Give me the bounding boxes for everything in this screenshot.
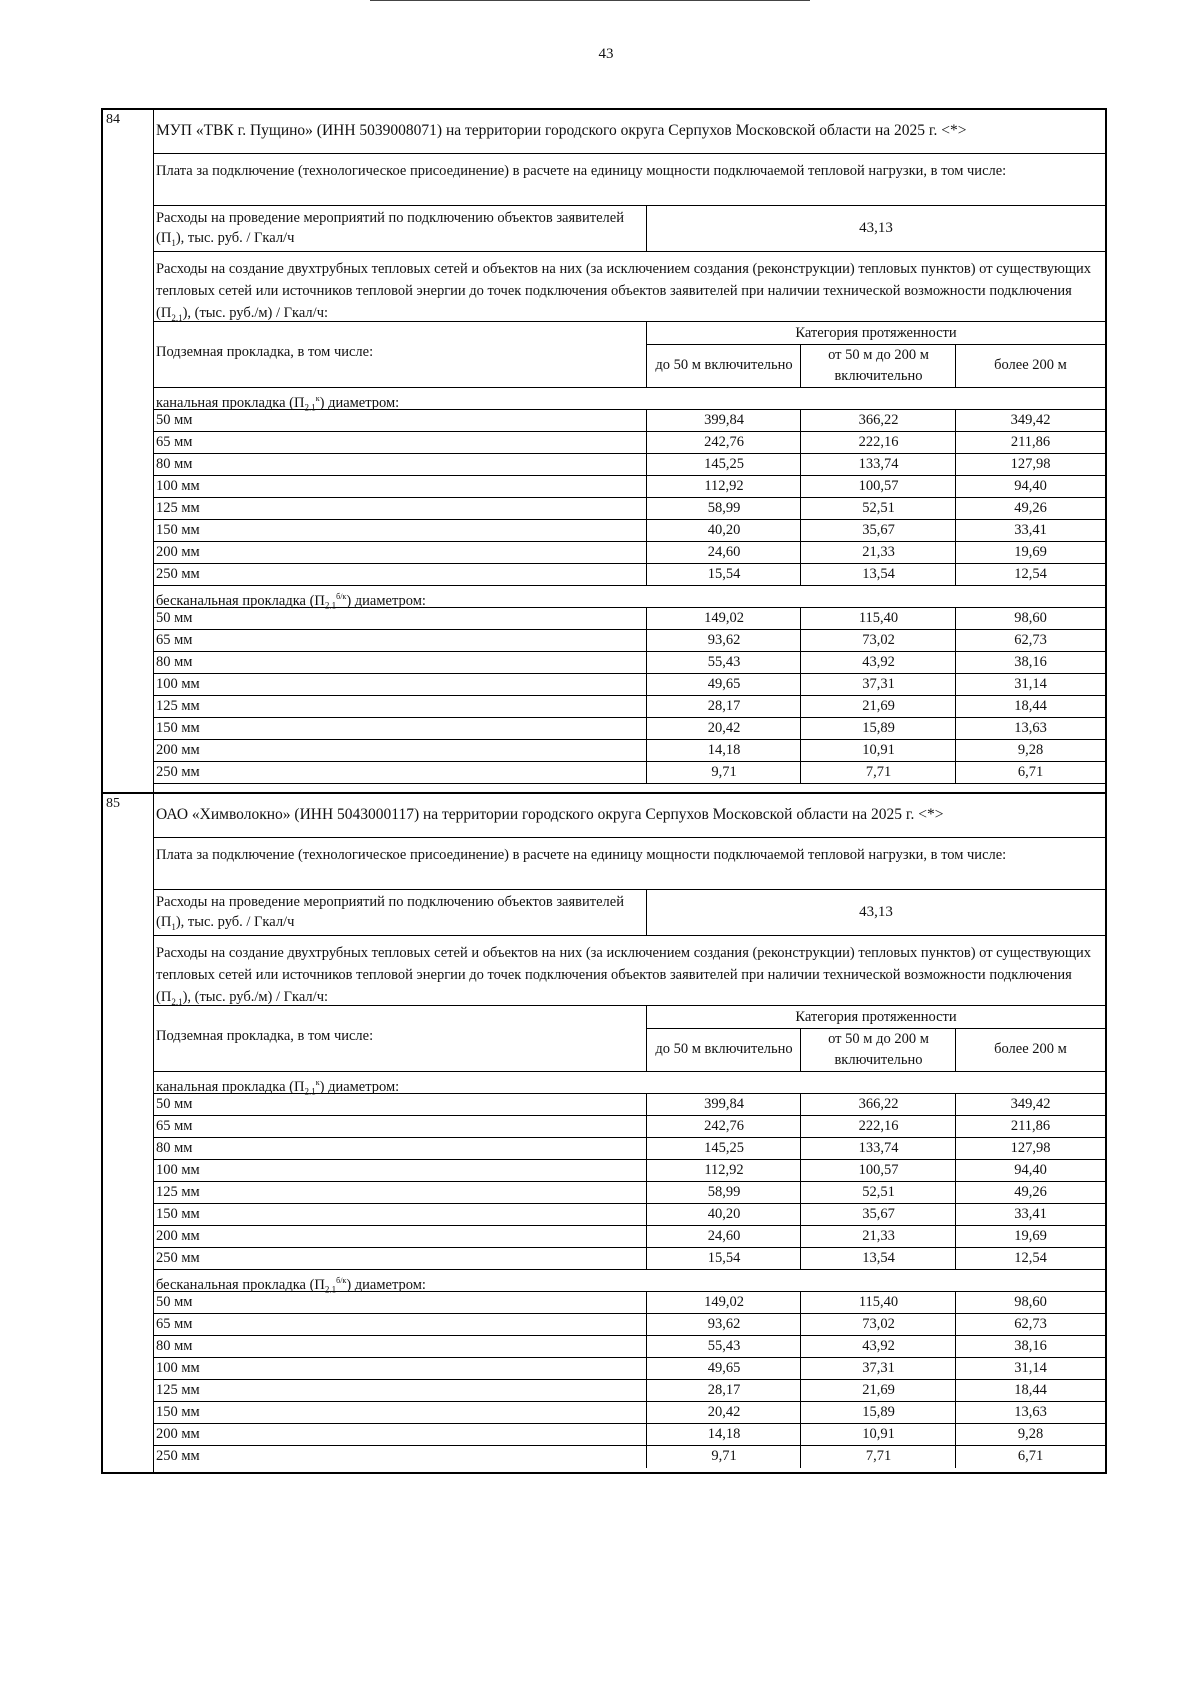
table-row	[154, 1402, 1105, 1424]
diameter-cell: 80 мм	[156, 1338, 193, 1354]
diameter-cell: 100 мм	[156, 676, 200, 692]
value-up-to-50: 49,65	[646, 1358, 801, 1379]
table-row	[154, 432, 1105, 454]
table-row	[154, 1094, 1105, 1116]
diameter-cell: 50 мм	[156, 412, 193, 428]
value-up-to-50: 399,84	[646, 410, 801, 431]
organization-title: МУП «ТВК г. Пущино» (ИНН 5039008071) на территории городского округа Серпухов Московской области на 2025 г. <*>	[154, 110, 1105, 154]
length-category-group: Категория протяженности	[646, 322, 1105, 345]
value-up-to-50: 112,92	[646, 476, 801, 497]
value-up-to-50: 58,99	[646, 498, 801, 519]
diameter-cell: 65 мм	[156, 434, 193, 450]
value-up-to-50: 20,42	[646, 1402, 801, 1423]
value-over-200: 98,60	[955, 1292, 1105, 1313]
fee-heading: Плата за подключение (технологическое присоединение) в расчете на единицу мощности подключаемой тепловой нагрузки, в том числе:	[154, 838, 1105, 890]
value-50-to-200: 73,02	[800, 1314, 956, 1335]
p1-cost-row	[154, 890, 1105, 936]
value-up-to-50: 14,18	[646, 1424, 801, 1445]
nochannel-rows	[154, 608, 1105, 784]
value-50-to-200: 52,51	[800, 1182, 956, 1203]
value-over-200: 49,26	[955, 498, 1105, 519]
value-50-to-200: 73,02	[800, 630, 956, 651]
table-row	[154, 630, 1105, 652]
length-category-header	[154, 1006, 1105, 1072]
organization-title: ОАО «Химволокно» (ИНН 5043000117) на территории городского округа Серпухов Московской области на 2025 г. <*>	[154, 794, 1105, 838]
diameter-cell: 250 мм	[156, 764, 200, 780]
value-50-to-200: 222,16	[800, 1116, 956, 1137]
value-50-to-200: 222,16	[800, 432, 956, 453]
value-up-to-50: 55,43	[646, 1336, 801, 1357]
value-over-200: 38,16	[955, 652, 1105, 673]
value-50-to-200: 10,91	[800, 1424, 956, 1445]
value-50-to-200: 100,57	[800, 476, 956, 497]
p1-cost-label: Расходы на проведение мероприятий по подключению объектов заявителей $(П_1)$, тыс. руб. / Гкал/ч	[156, 210, 624, 248]
table-row	[154, 1358, 1105, 1380]
value-over-200: 33,41	[955, 520, 1105, 541]
table-row	[154, 520, 1105, 542]
table-row	[154, 1160, 1105, 1182]
diameter-cell: 125 мм	[156, 500, 200, 516]
diameter-cell: 200 мм	[156, 1426, 200, 1442]
value-up-to-50: 24,60	[646, 542, 801, 563]
value-over-200: 349,42	[955, 1094, 1105, 1115]
diameter-cell: 65 мм	[156, 1316, 193, 1332]
value-over-200: 33,41	[955, 1204, 1105, 1225]
diameter-cell: 80 мм	[156, 1140, 193, 1156]
diameter-cell: 80 мм	[156, 456, 193, 472]
value-50-to-200: 15,89	[800, 718, 956, 739]
value-50-to-200: 37,31	[800, 1358, 956, 1379]
diameter-cell: 250 мм	[156, 566, 200, 582]
value-over-200: 62,73	[955, 630, 1105, 651]
value-over-200: 19,69	[955, 542, 1105, 563]
diameter-cell: 150 мм	[156, 522, 200, 538]
row-number-cell	[103, 794, 154, 1472]
value-50-to-200: 366,22	[800, 1094, 956, 1115]
diameter-cell: 100 мм	[156, 478, 200, 494]
value-over-200: 94,40	[955, 1160, 1105, 1181]
value-over-200: 211,86	[955, 1116, 1105, 1137]
value-up-to-50: 9,71	[646, 762, 801, 783]
p1-cost-label: Расходы на проведение мероприятий по подключению объектов заявителей $(П_1)$, тыс. руб. / Гкал/ч	[156, 894, 624, 932]
value-50-to-200: 43,92	[800, 1336, 956, 1357]
value-up-to-50: 15,54	[646, 1248, 801, 1269]
col-header-50-to-200: от 50 м до 200 м включительно	[800, 1028, 956, 1071]
value-up-to-50: 28,17	[646, 696, 801, 717]
table-row	[154, 498, 1105, 520]
value-up-to-50: 149,02	[646, 1292, 801, 1313]
nochannel-rows	[154, 1292, 1105, 1468]
diameter-cell: 125 мм	[156, 698, 200, 714]
value-over-200: 127,98	[955, 454, 1105, 475]
value-50-to-200: 43,92	[800, 652, 956, 673]
diameter-cell: 80 мм	[156, 654, 193, 670]
value-up-to-50: 28,17	[646, 1380, 801, 1401]
value-up-to-50: 9,71	[646, 1446, 801, 1468]
value-50-to-200: 13,54	[800, 564, 956, 585]
value-up-to-50: 14,18	[646, 740, 801, 761]
diameter-cell: 100 мм	[156, 1360, 200, 1376]
table-row	[154, 1314, 1105, 1336]
tariff-section-84	[101, 108, 1107, 792]
value-over-200: 31,14	[955, 674, 1105, 695]
col-header-50-to-200: от 50 м до 200 м включительно	[800, 344, 956, 387]
value-over-200: 98,60	[955, 608, 1105, 629]
table-row	[154, 1380, 1105, 1402]
value-50-to-200: 133,74	[800, 1138, 956, 1159]
value-50-to-200: 366,22	[800, 410, 956, 431]
value-up-to-50: 15,54	[646, 564, 801, 585]
value-over-200: 38,16	[955, 1336, 1105, 1357]
value-over-200: 18,44	[955, 696, 1105, 717]
value-50-to-200: 115,40	[800, 608, 956, 629]
table-row	[154, 454, 1105, 476]
channel-rows	[154, 1094, 1105, 1270]
value-over-200: 62,73	[955, 1314, 1105, 1335]
value-up-to-50: 242,76	[646, 432, 801, 453]
diameter-cell: 125 мм	[156, 1184, 200, 1200]
value-up-to-50: 112,92	[646, 1160, 801, 1181]
diameter-cell: 250 мм	[156, 1448, 200, 1464]
value-up-to-50: 58,99	[646, 1182, 801, 1203]
value-over-200: 12,54	[955, 1248, 1105, 1269]
section-content	[154, 110, 1105, 784]
table-row	[154, 1182, 1105, 1204]
diameter-cell: 200 мм	[156, 544, 200, 560]
table-row	[154, 1138, 1105, 1160]
tariff-section-85	[101, 792, 1107, 1474]
row-number: 85	[106, 796, 120, 811]
value-up-to-50: 40,20	[646, 1204, 801, 1225]
value-over-200: 19,69	[955, 1226, 1105, 1247]
diameter-cell: 150 мм	[156, 1404, 200, 1420]
value-up-to-50: 93,62	[646, 630, 801, 651]
table-row	[154, 476, 1105, 498]
p2-cost-heading: Расходы на создание двухтрубных тепловых сетей и объектов на них (за исключением создания (реконструкции) тепловых пунктов) от существующих тепловых сетей или источников тепловой энергии до точек подключения объектов заявителей при наличии технической возможности подключения $(П_{2.1})$, (тыс. руб./м) / Гкал/ч:	[154, 936, 1105, 1006]
col-header-up-to-50: до 50 м включительно	[646, 1028, 801, 1071]
table-row	[154, 542, 1105, 564]
value-over-200: 18,44	[955, 1380, 1105, 1401]
col-header-over-200: более 200 м	[955, 1028, 1105, 1071]
value-up-to-50: 55,43	[646, 652, 801, 673]
table-row	[154, 740, 1105, 762]
table-row	[154, 1446, 1105, 1468]
value-up-to-50: 40,20	[646, 520, 801, 541]
value-50-to-200: 7,71	[800, 762, 956, 783]
value-up-to-50: 20,42	[646, 718, 801, 739]
value-over-200: 31,14	[955, 1358, 1105, 1379]
value-up-to-50: 49,65	[646, 674, 801, 695]
diameter-cell: 50 мм	[156, 1294, 193, 1310]
value-50-to-200: 100,57	[800, 1160, 956, 1181]
value-over-200: 127,98	[955, 1138, 1105, 1159]
nochannel-laying-label: бесканальная прокладка $(П_{2.1}^{б/к})$ диаметром:	[154, 586, 1105, 608]
value-over-200: 6,71	[955, 1446, 1105, 1468]
table-row	[154, 1336, 1105, 1358]
nochannel-laying-label: бесканальная прокладка $(П_{2.1}^{б/к})$ диаметром:	[154, 1270, 1105, 1292]
value-50-to-200: 21,69	[800, 1380, 956, 1401]
value-up-to-50: 24,60	[646, 1226, 801, 1247]
value-50-to-200: 21,33	[800, 542, 956, 563]
value-50-to-200: 13,54	[800, 1248, 956, 1269]
diameter-cell: 150 мм	[156, 720, 200, 736]
table-row	[154, 1292, 1105, 1314]
value-50-to-200: 10,91	[800, 740, 956, 761]
value-over-200: 6,71	[955, 762, 1105, 783]
value-50-to-200: 115,40	[800, 1292, 956, 1313]
diameter-cell: 150 мм	[156, 1206, 200, 1222]
value-over-200: 13,63	[955, 718, 1105, 739]
value-50-to-200: 35,67	[800, 520, 956, 541]
value-over-200: 9,28	[955, 740, 1105, 761]
table-row	[154, 652, 1105, 674]
underground-label: Подземная прокладка, в том числе:	[156, 1028, 374, 1044]
diameter-cell: 50 мм	[156, 1096, 193, 1112]
table-row	[154, 1248, 1105, 1270]
value-up-to-50: 145,25	[646, 454, 801, 475]
channel-rows	[154, 410, 1105, 586]
p2-cost-heading: Расходы на создание двухтрубных тепловых сетей и объектов на них (за исключением создания (реконструкции) тепловых пунктов) от существующих тепловых сетей или источников тепловой энергии до точек подключения объектов заявителей при наличии технической возможности подключения $(П_{2.1})$, (тыс. руб./м) / Гкал/ч:	[154, 252, 1105, 322]
table-row	[154, 1116, 1105, 1138]
table-row	[154, 718, 1105, 740]
table-row	[154, 410, 1105, 432]
diameter-cell: 50 мм	[156, 610, 193, 626]
value-up-to-50: 149,02	[646, 608, 801, 629]
value-over-200: 94,40	[955, 476, 1105, 497]
value-50-to-200: 7,71	[800, 1446, 956, 1468]
row-number: 84	[106, 112, 120, 127]
channel-laying-label: канальная прокладка $(П_{2.1}^к)$ диаметром:	[154, 388, 1105, 410]
channel-laying-label: канальная прокладка $(П_{2.1}^к)$ диаметром:	[154, 1072, 1105, 1094]
table-row	[154, 1204, 1105, 1226]
value-50-to-200: 21,33	[800, 1226, 956, 1247]
p1-cost-row	[154, 206, 1105, 252]
length-category-group: Категория протяженности	[646, 1006, 1105, 1029]
table-row	[154, 762, 1105, 784]
value-50-to-200: 21,69	[800, 696, 956, 717]
table-row	[154, 674, 1105, 696]
value-50-to-200: 133,74	[800, 454, 956, 475]
value-up-to-50: 145,25	[646, 1138, 801, 1159]
value-over-200: 12,54	[955, 564, 1105, 585]
value-50-to-200: 52,51	[800, 498, 956, 519]
section-content	[154, 794, 1105, 1468]
table-row	[154, 608, 1105, 630]
p1-cost-value: 43,13	[646, 890, 1105, 935]
length-category-header	[154, 322, 1105, 388]
table-row	[154, 696, 1105, 718]
diameter-cell: 125 мм	[156, 1382, 200, 1398]
value-up-to-50: 399,84	[646, 1094, 801, 1115]
diameter-cell: 200 мм	[156, 742, 200, 758]
p1-cost-value: 43,13	[646, 206, 1105, 251]
diameter-cell: 65 мм	[156, 632, 193, 648]
col-header-up-to-50: до 50 м включительно	[646, 344, 801, 387]
table-row	[154, 564, 1105, 586]
value-over-200: 211,86	[955, 432, 1105, 453]
table-row	[154, 1226, 1105, 1248]
fee-heading: Плата за подключение (технологическое присоединение) в расчете на единицу мощности подключаемой тепловой нагрузки, в том числе:	[154, 154, 1105, 206]
top-rule	[370, 0, 810, 1]
value-50-to-200: 37,31	[800, 674, 956, 695]
table-row	[154, 1424, 1105, 1446]
diameter-cell: 100 мм	[156, 1162, 200, 1178]
value-over-200: 349,42	[955, 410, 1105, 431]
underground-label: Подземная прокладка, в том числе:	[156, 344, 374, 360]
page-number: 43	[598, 46, 614, 62]
value-up-to-50: 93,62	[646, 1314, 801, 1335]
row-number-cell	[103, 110, 154, 792]
value-up-to-50: 242,76	[646, 1116, 801, 1137]
value-50-to-200: 15,89	[800, 1402, 956, 1423]
diameter-cell: 250 мм	[156, 1250, 200, 1266]
diameter-cell: 65 мм	[156, 1118, 193, 1134]
value-over-200: 49,26	[955, 1182, 1105, 1203]
diameter-cell: 200 мм	[156, 1228, 200, 1244]
value-over-200: 13,63	[955, 1402, 1105, 1423]
col-header-over-200: более 200 м	[955, 344, 1105, 387]
value-over-200: 9,28	[955, 1424, 1105, 1445]
value-50-to-200: 35,67	[800, 1204, 956, 1225]
